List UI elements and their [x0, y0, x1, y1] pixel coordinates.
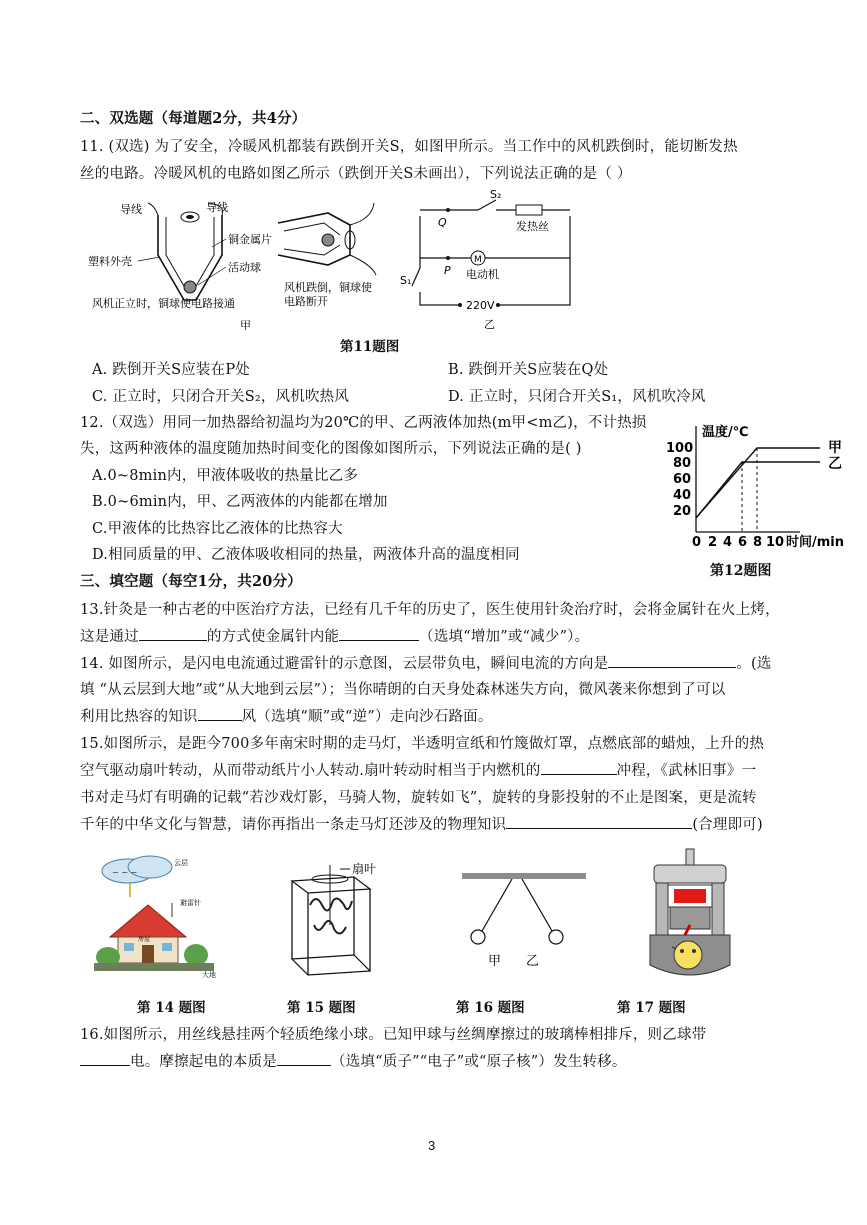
q15-line2 [80, 759, 756, 780]
figure-15-lantern [280, 855, 395, 980]
svg-text:− − −: − − − [112, 868, 138, 877]
q12-ytick-60: 60 [673, 472, 692, 487]
fig11-label-copper: 铜金属片 [228, 233, 272, 246]
fig11-label-wire1: 导线 [120, 203, 142, 216]
q12-option-b: B.0~6min内，甲、乙两液体的内能都在增加 [92, 494, 388, 510]
figure-17-caption: 第 17 题图 [617, 1000, 686, 1016]
q13-line1: 13.针灸是一种古老的中医治疗方法，已经有几千年的历史了，医生使用针灸治疗时，会将金属针在火上烤， [80, 602, 780, 618]
fig14-house-label: 房屋 [138, 936, 151, 943]
fig11b-sub-yi: 乙 [484, 318, 495, 331]
q11-option-b: B. 跌倒开关S应装在Q处 [448, 362, 609, 378]
q16-blank-1[interactable] [80, 1051, 130, 1066]
fig16-label-jia: 甲 [488, 954, 502, 969]
q15-text-c: 千年的中华文化与智慧，请你再指出一条走马灯还涉及的物理知识 [80, 817, 507, 833]
q16-text-b: （选填“质子”“电子”或“原子核”）发生转移。 [331, 1054, 627, 1070]
figure-15-caption: 第 15 题图 [287, 1000, 356, 1016]
fig11b-P: P [444, 264, 451, 277]
q12-series-jia: 甲 [828, 440, 842, 456]
q16-text-a: 电。摩擦起电的本质是 [130, 1054, 277, 1070]
q14-line2: 填 “从云层到大地”或“从大地到云层”）；当你晴朗的白天身处森林迷失方向，微风袭来你想到了可以 [80, 682, 726, 698]
q14-blank-2[interactable] [198, 706, 242, 721]
fig11-sub-jia: 甲 [240, 319, 251, 332]
q11-stem-line2: 丝的电路。冷暖风机的电路如图乙所示（跌倒开关S未画出），下列说法正确的是（ ） [80, 166, 632, 182]
q14-line1 [80, 652, 772, 673]
figure-16-pith-balls [460, 865, 590, 975]
q15-text-b: 冲程，《武林旧事》一 [616, 763, 757, 779]
q12-xtick-4: 4 [723, 535, 733, 548]
q12-option-a: A.0~8min内，甲液体吸收的热量比乙多 [92, 468, 359, 484]
figure-14-caption: 第 14 题图 [137, 1000, 206, 1016]
fig11-label-shell: 塑料外壳 [88, 255, 132, 268]
q12-stem-line1: 12.（双选）用同一加热器给初温均为20℃的甲、乙两液体加热(m甲<m乙)，不计热损 [80, 415, 647, 431]
q11-option-d: D. 正立时，只闭合开关S₁，风机吹冷风 [448, 389, 706, 405]
q12-option-c: C.甲液体的比热容比乙液体的比热容大 [92, 521, 343, 537]
figure-17-engine-cylinder [640, 845, 740, 985]
figure-16-caption: 第 16 题图 [456, 1000, 525, 1016]
q12-xtick-2: 2 [708, 535, 718, 548]
q14-text-c: 利用比热容的知识 [80, 709, 198, 725]
q12-xtick-8: 8 [753, 535, 763, 548]
fig11-note-right-2: 电路断开 [284, 295, 328, 308]
fig11b-M: M [474, 255, 482, 265]
q13-text-a: 这是通过 [80, 629, 139, 645]
fig11-note-left: 风机正立时，铜球使电路接通 [92, 297, 235, 310]
figure-14-lightning-rod [90, 853, 230, 978]
q15-text-d: (合理即可) [692, 817, 763, 833]
q11-figure-jia [88, 195, 388, 335]
fig11b-heater: 发热丝 [516, 220, 549, 233]
q12-caption: 第12题图 [710, 563, 772, 579]
q14-blank-1[interactable] [608, 653, 736, 668]
q12-option-d: D.相同质量的甲、乙液体吸收相同的热量，两液体升高的温度相同 [92, 547, 520, 563]
q12-ylabel: 温度/℃ [702, 425, 749, 440]
q11-option-a: A. 跌倒开关S应装在P处 [92, 362, 250, 378]
fig11b-S2: S₂ [490, 188, 502, 201]
q14-line3 [80, 705, 493, 726]
fig11-label-wire2: 导线 [206, 201, 228, 214]
q11-option-c: C. 正立时，只闭合开关S₂，风机吹热风 [92, 389, 350, 405]
q13-text-b: 的方式使金属针内能 [206, 629, 340, 645]
q12-series-yi: 乙 [828, 456, 842, 472]
fig14-ground-label: 大地 [202, 971, 216, 978]
q12-ytick-100: 100 [666, 441, 694, 456]
q12-temperature-graph [660, 420, 860, 548]
q13-blank-2[interactable] [339, 626, 419, 641]
q14-text-a: 14. 如图所示，是闪电电流通过避雷针的示意图，云层带负电，瞬间电流的方向是 [80, 656, 609, 672]
q13-text-c: （选填“增加”或“减少”）。 [419, 629, 590, 645]
fig11b-S1: S₁ [400, 274, 412, 287]
page-number: 3 [428, 1138, 436, 1153]
q16-line1: 16.如图所示，用丝线悬挂两个轻质绝缘小球。已知甲球与丝绸摩擦过的玻璃棒相排斥，则乙球带 [80, 1027, 707, 1043]
fig11-note-right-1: 风机跌倒，铜球使 [284, 281, 372, 294]
q16-blank-2[interactable] [277, 1051, 331, 1066]
q15-text-a: 空气驱动扇叶转动，从而带动纸片小人转动.扇叶转动时相当于内燃机的 [80, 763, 541, 779]
q12-ytick-80: 80 [673, 456, 692, 471]
q12-xtick-6: 6 [738, 535, 748, 548]
q12-ytick-20: 20 [673, 504, 692, 519]
q12-xtick-10: 10 [766, 535, 785, 548]
q14-text-b: 。(选 [736, 656, 772, 672]
q15-line4 [80, 813, 763, 834]
q12-stem-line2: 失，这两种液体的温度随加热时间变化的图像如图所示，下列说法正确的是( ) [80, 441, 582, 457]
q13-blank-1[interactable] [139, 626, 207, 641]
q12-xlabel: 时间/min [786, 535, 845, 548]
fig14-cloud-label: 云层 [174, 859, 188, 867]
q11-stem-line1: 11. (双选) 为了安全，冷暖风机都装有跌倒开关S，如图甲所示。当工作中的风机跌倒时，能切断发热 [80, 139, 738, 155]
section-heading-3: 三、填空题（每空1分，共20分） [80, 573, 302, 590]
q15-blank-2[interactable] [506, 814, 692, 829]
fig16-label-yi: 乙 [526, 954, 540, 969]
fig11b-Q: Q [438, 216, 447, 229]
fig15-label-fan: 扇叶 [352, 862, 377, 876]
q15-line1: 15.如图所示，是距今700多年南宋时期的走马灯，半透明宣纸和竹篾做灯罩，点燃底部的蜡烛，上升的热 [80, 736, 765, 752]
q14-text-d: 风（选填“顺”或“逆”）走向沙石路面。 [241, 709, 493, 725]
fig11b-voltage: 220V [466, 299, 495, 312]
q12-ytick-40: 40 [673, 488, 692, 503]
section-heading-2: 二、双选题（每道题2分，共4分） [80, 110, 307, 127]
fig14-rod-label: 避雷针 [180, 899, 201, 907]
fig11-label-ball: 活动球 [228, 261, 261, 274]
q16-line2 [80, 1050, 627, 1071]
q12-xtick-0: 0 [692, 535, 702, 548]
q13-line2 [80, 625, 589, 646]
q11-caption: 第11题图 [340, 339, 400, 355]
q15-line3: 书对走马灯有明确的记载“若沙戏灯影，马骑人物，旋转如飞”，旋转的身影投射的不止是图案，更是流转 [80, 790, 757, 806]
fig11b-motor: 电动机 [466, 268, 499, 281]
q15-blank-1[interactable] [541, 760, 617, 775]
q11-figure-yi [398, 188, 588, 336]
